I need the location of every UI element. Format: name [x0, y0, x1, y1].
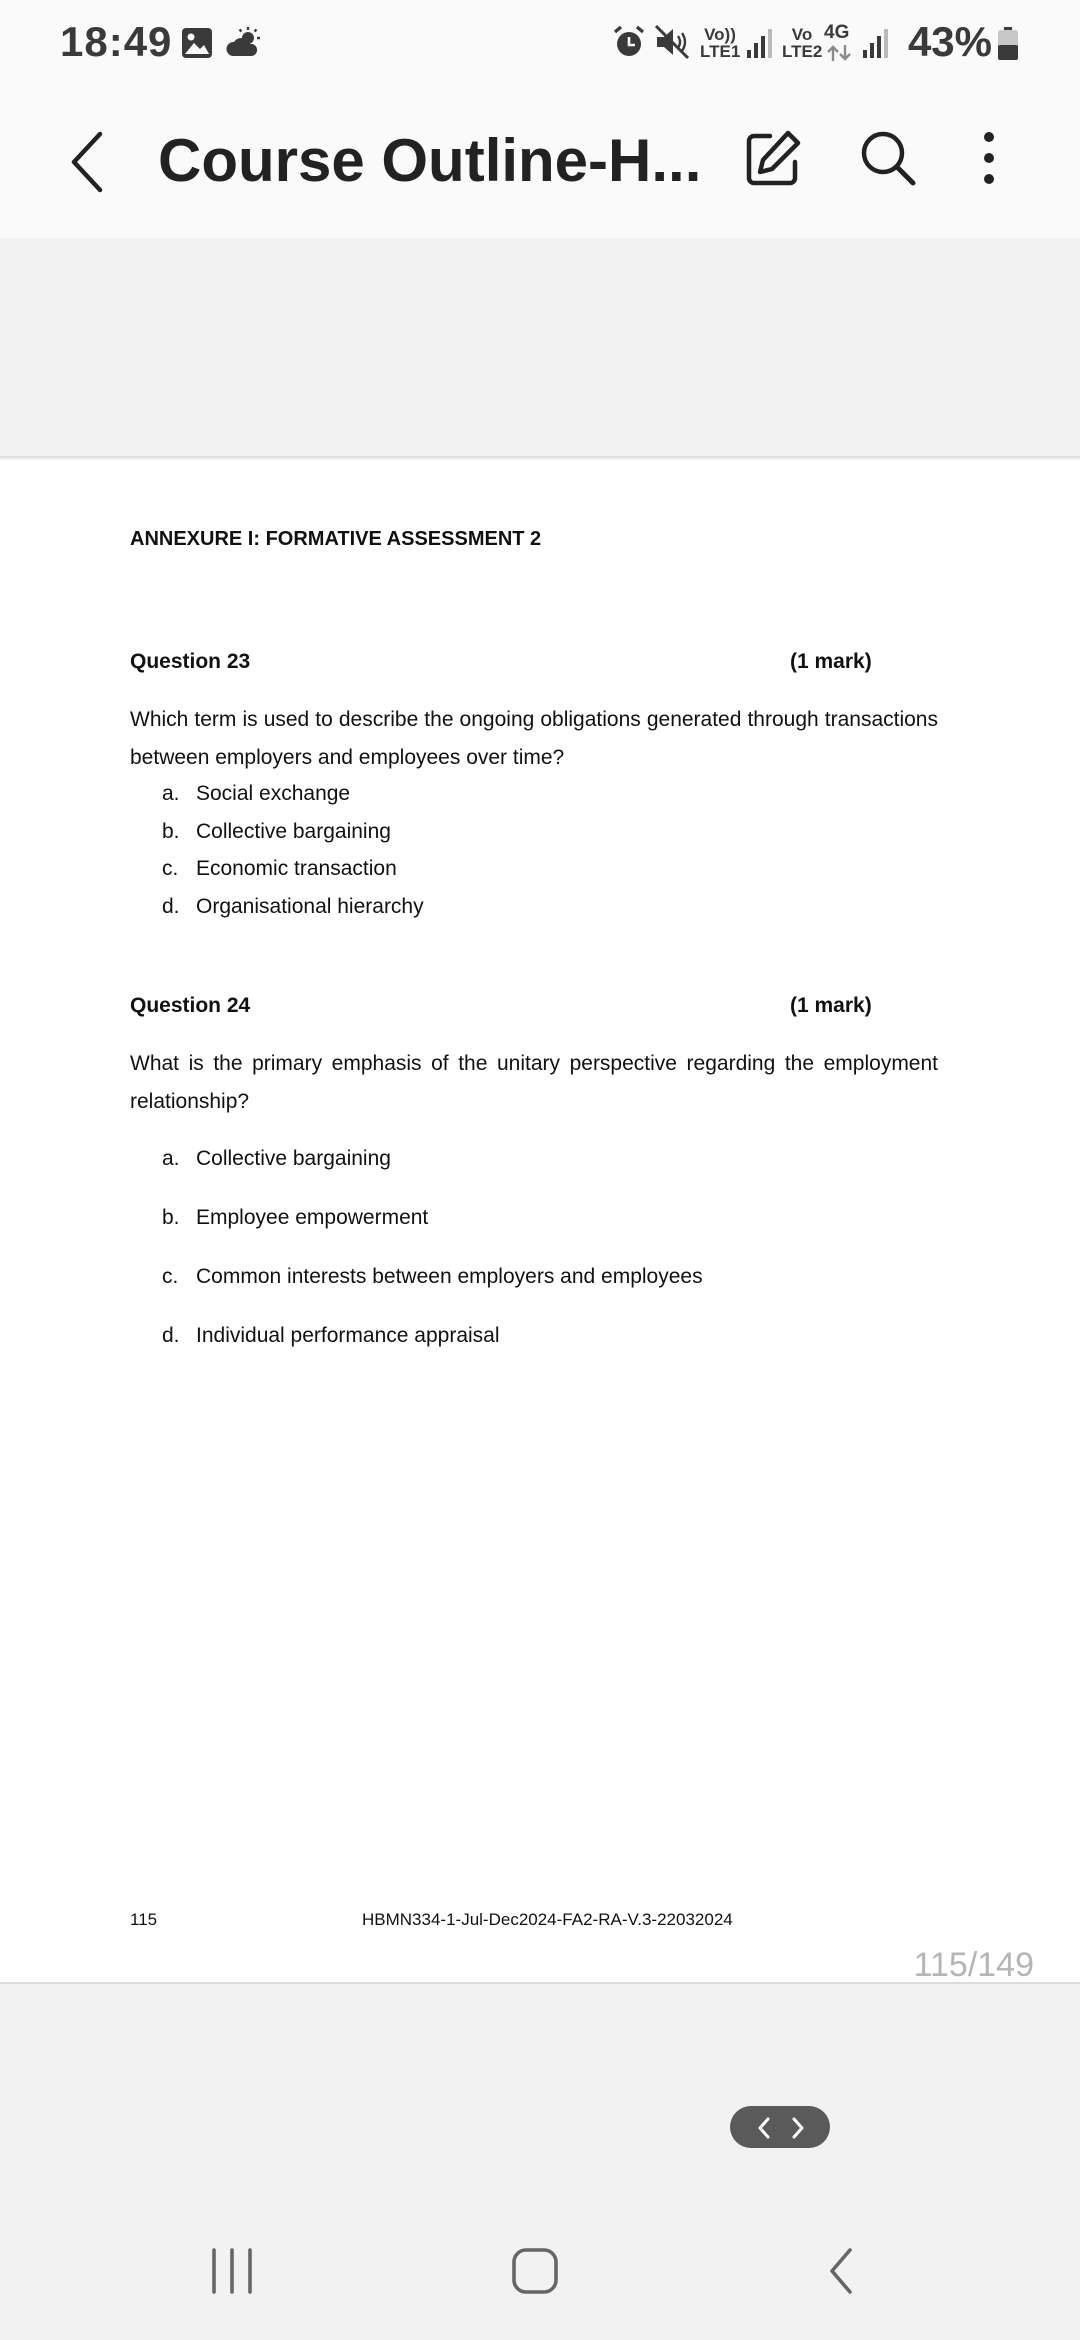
more-options-button[interactable] [974, 128, 1004, 188]
next-page-button[interactable] [790, 2117, 806, 2139]
question-mark: (1 mark) [790, 650, 872, 673]
home-button[interactable] [510, 2246, 560, 2296]
question-23-option-d: d. Organisational hierarchy [162, 895, 424, 918]
search-button[interactable] [858, 128, 918, 188]
pdf-page[interactable] [0, 460, 1080, 1984]
question-23-text: Which term is used to describe the ongoing obligations generated through transactions between employers and employees over time? [130, 708, 938, 769]
system-navigation-bar [0, 2220, 1080, 2340]
question-24-option-a: a. Collective bargaining [162, 1147, 391, 1170]
previous-page-button[interactable] [756, 2117, 772, 2139]
question-23-option-c: c. Economic transaction [162, 857, 397, 880]
document-title: Course Outline-H... [158, 127, 702, 194]
gallery-notification-icon [180, 26, 214, 60]
recent-apps-button[interactable] [208, 2246, 256, 2296]
annexure-heading: ANNEXURE I: FORMATIVE ASSESSMENT 2 [130, 528, 542, 550]
question-24-option-c: c. Common interests between employers and employees [162, 1265, 703, 1288]
battery-percentage: 43% [907, 18, 992, 65]
back-button[interactable] [66, 128, 110, 196]
question-23-option-a: a. Social exchange [162, 782, 351, 805]
status-time: 18:49 [60, 18, 173, 65]
footer-document-code: HBMN334-1-Jul-Dec2024-FA2-RA-V.3-22032024 [362, 1910, 733, 1929]
document-viewer-background [0, 238, 1080, 458]
question-24-header [130, 994, 880, 1018]
data-arrows-icon [826, 44, 852, 62]
network-type: 4G [824, 22, 850, 43]
battery-icon [996, 26, 1020, 62]
edit-button[interactable] [744, 128, 802, 188]
question-mark: (1 mark) [790, 994, 872, 1017]
mute-icon [654, 24, 690, 60]
question-23-option-b: b. Collective bargaining [162, 820, 391, 843]
question-24-option-b: b. Employee empowerment [162, 1206, 429, 1229]
system-back-button[interactable] [822, 2246, 862, 2296]
question-24-text: What is the primary emphasis of the unitary perspective regarding the employment relationship? [130, 1052, 938, 1113]
app-toolbar [0, 86, 1080, 238]
question-label: Question 23 [130, 650, 251, 673]
footer-page-number: 115 [130, 1910, 158, 1929]
page-navigation-pill [730, 2106, 830, 2148]
weather-notification-icon [226, 26, 262, 60]
status-bar [0, 0, 1080, 86]
page-counter: 115/149 [913, 1946, 1034, 1984]
question-24-option-d: d. Individual performance appraisal [162, 1324, 500, 1347]
question-23-header [130, 650, 880, 674]
sim2-label: Vo LTE2 [782, 25, 823, 61]
alarm-icon [612, 24, 646, 60]
question-label: Question 24 [130, 994, 251, 1017]
signal-sim2-icon [862, 28, 890, 60]
signal-sim1-icon [746, 28, 774, 60]
sim1-label: Vo)) LTE1 [700, 25, 741, 61]
